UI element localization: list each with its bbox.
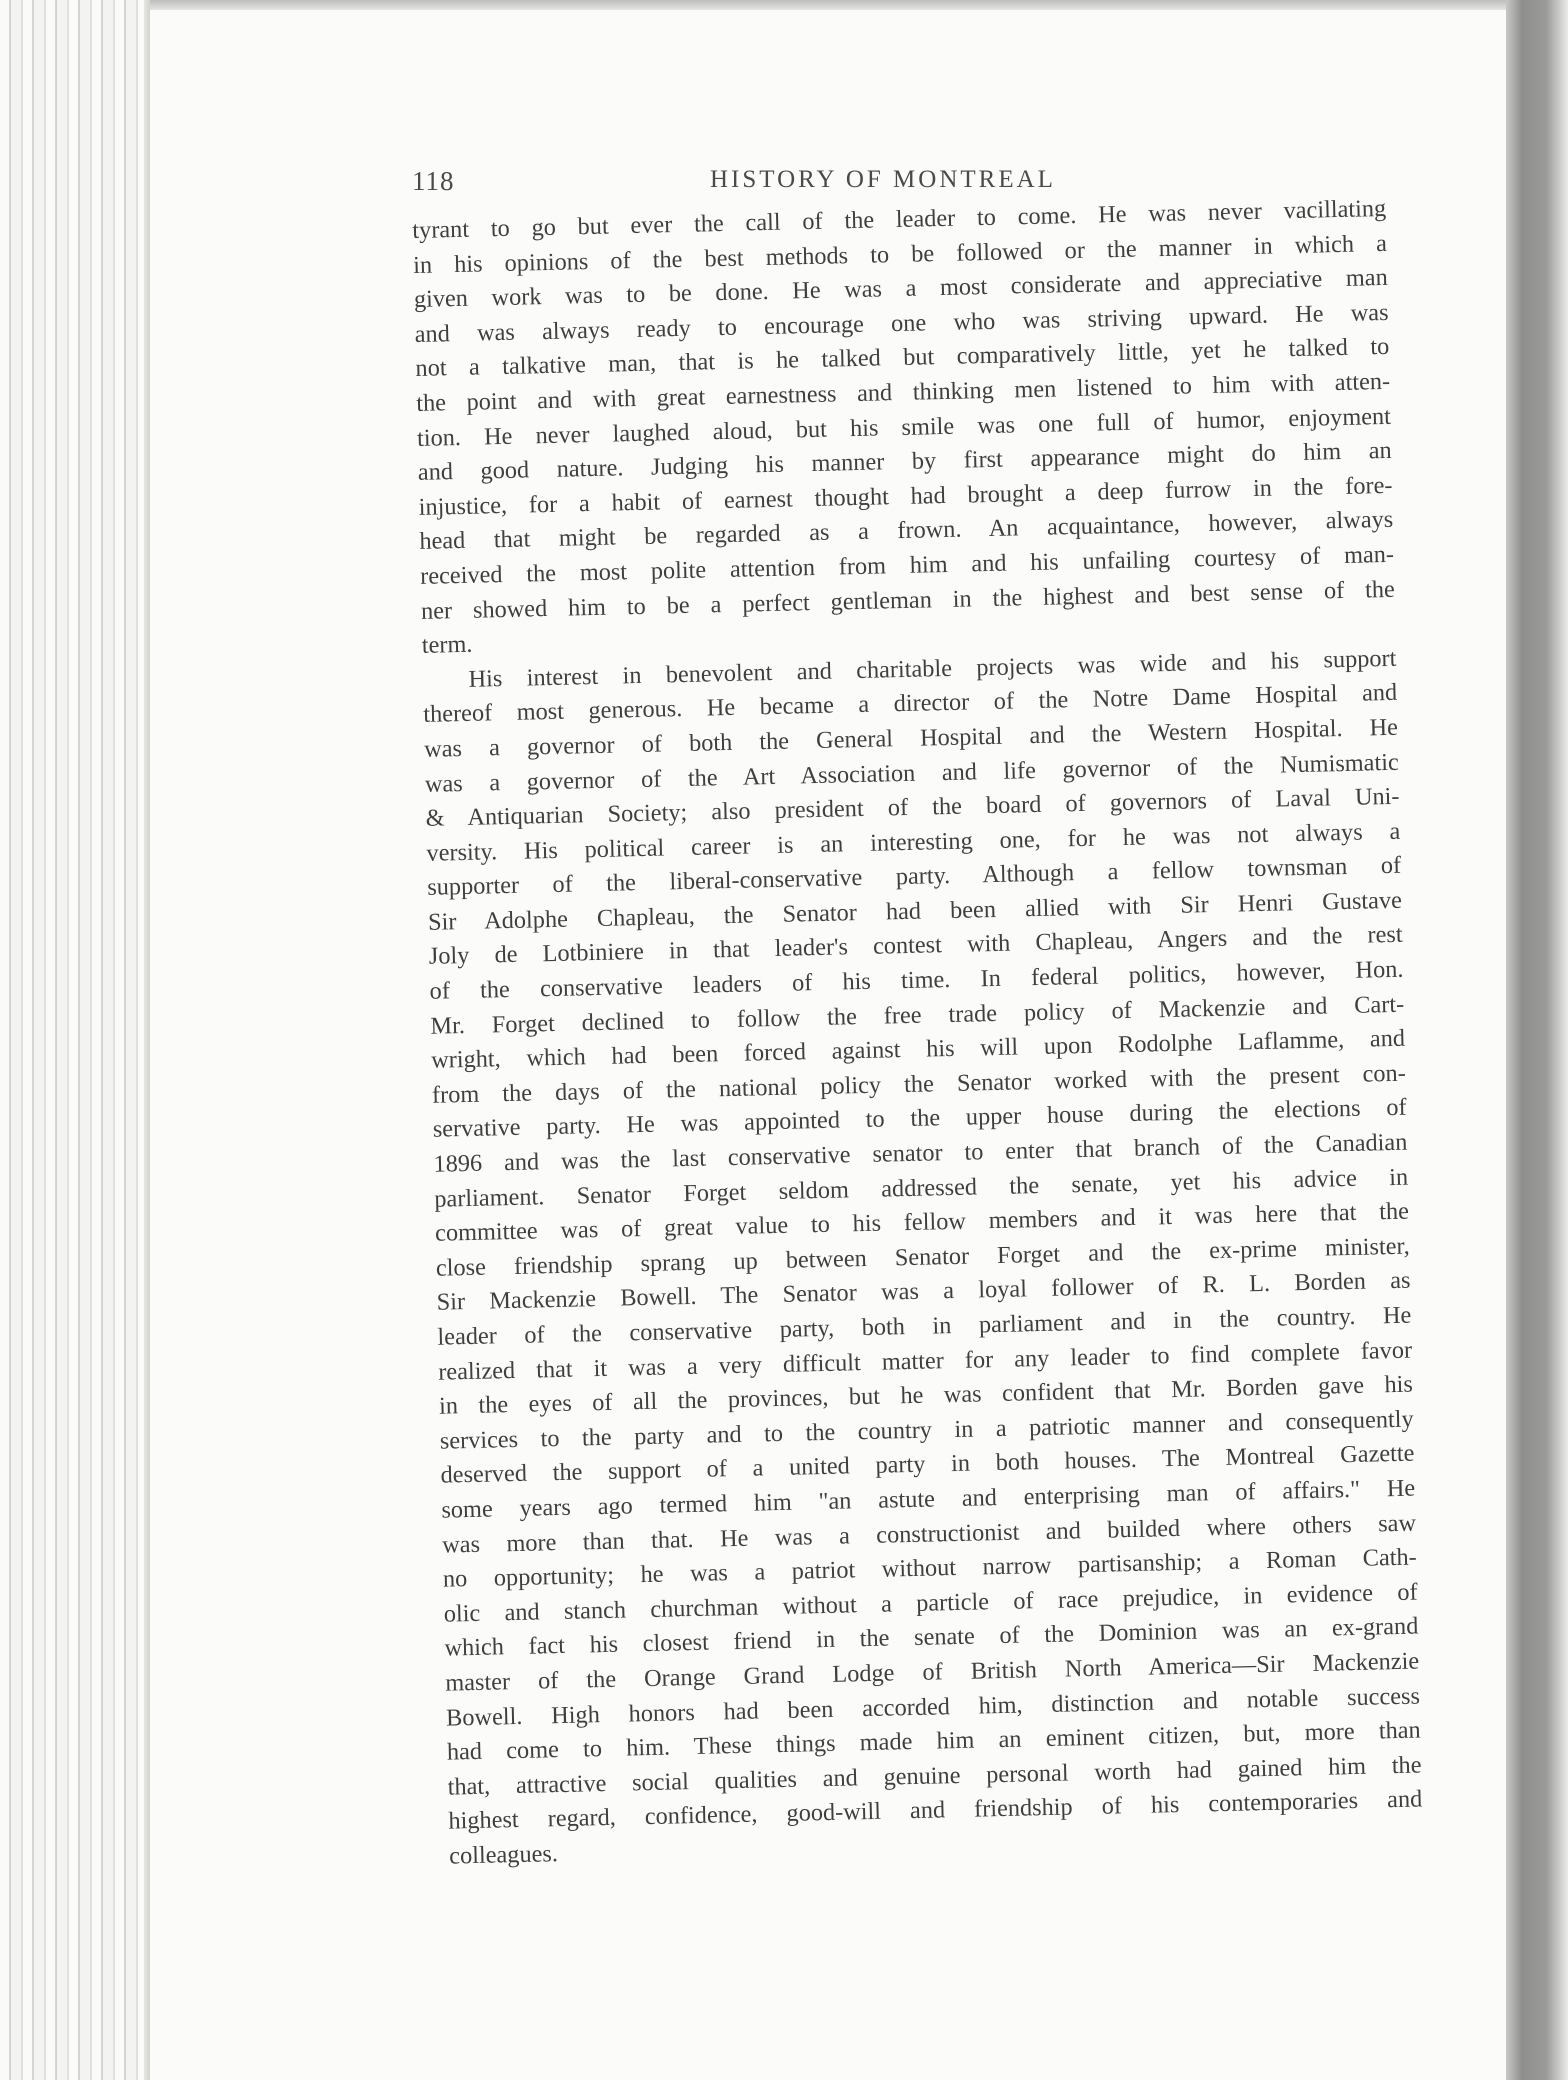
text-line: highest regard, confidence, good-will and friendship of his contemporaries and (448, 1785, 1423, 1835)
text-line: versity. His political career is an interesting one, for he was not always a (426, 817, 1401, 867)
text-line: some years ago termed him "an astute and enterprising man of affairs." He (441, 1474, 1416, 1524)
text-line: Sir Mackenzie Bowell. The Senator was a loyal follower of R. L. Borden as (436, 1267, 1411, 1317)
text-line: His interest in benevolent and charitable projects was wide and his support (468, 644, 1397, 693)
text-line: wright, which had been forced against his will upon Rodolphe Laflamme, and (430, 1024, 1406, 1075)
text-line: realized that it was a very difficult matter for any leader to find complete favor (437, 1336, 1413, 1386)
text-line: parliament. Senator Forget seldom addressed the senate, yet his advice in (434, 1163, 1409, 1213)
text-line: Sir Adolphe Chapleau, the Senator had been allied with Sir Henri Gustave (427, 886, 1403, 936)
text-line: tyrant to go but ever the call of the leader to come. He was never vacillating (412, 194, 1387, 244)
text-line: Joly de Lotbiniere in that leader's contest with Chapleau, Angers and the rest (428, 921, 1403, 971)
text-line: & Antiquarian Society; also president of the board of governors of Laval Uni- (425, 782, 1400, 832)
paragraph (412, 192, 1396, 664)
top-page-edge (0, 0, 1568, 10)
text-line: the point and with great earnestness and thinking men listened to him with atten- (415, 367, 1391, 417)
text-line: head that might be regarded as a frown. An acquaintance, however, always (419, 506, 1394, 556)
page-title: HISTORY OF MONTREAL (710, 166, 1056, 193)
text-line: which fact his closest friend in the senate of the Dominion was an ex-grand (444, 1612, 1419, 1662)
book-binding-edge (1506, 0, 1568, 2080)
body-text (412, 192, 1423, 1874)
text-line: services to the party and to the country in a patriotic manner and consequently (439, 1405, 1414, 1455)
text-line: and good nature. Judging his manner by first appearance might do him an (417, 436, 1392, 487)
text-line: was a governor of both the General Hospital and the Western Hospital. He (423, 713, 1399, 763)
text-line: in the eyes of all the provinces, but he was confident that Mr. Borden gave his (438, 1370, 1414, 1420)
paragraph (422, 642, 1423, 1875)
text-line: received the most polite attention from him and his unfailing courtesy of man- (419, 540, 1395, 590)
text-line: ner showed him to be a perfect gentleman in the highest and best sense of the (420, 575, 1396, 625)
stacked-page-edges (0, 0, 150, 2080)
text-line: in his opinions of the best methods to be followed or the manner in which a (412, 229, 1388, 279)
text-line: was a governor of the Art Association and life governor of the Numismatic (424, 748, 1399, 798)
text-line: 1896 and was the last conservative senator to enter that branch of the Canadian (433, 1128, 1408, 1178)
text-line: that, attractive social qualities and genuine personal worth had gained him the (447, 1751, 1422, 1801)
page-number: 118 (412, 166, 455, 196)
text-line: had come to him. These things made him an eminent citizen, but, more than (446, 1716, 1421, 1766)
text-line: was more than that. He was a constructionist and builded where others saw (441, 1509, 1417, 1559)
text-line: given work was to be done. He was a most considerate and appreciative man (413, 264, 1388, 314)
text-line: supporter of the liberal-conservative party. Although a fellow townsman of (426, 852, 1402, 902)
text-line: no opportunity; he was a patriot without narrow partisanship; a Roman Cath- (442, 1543, 1418, 1593)
text-line: and was always ready to encourage one who was striving upward. He was (414, 298, 1389, 348)
text-line: committee was of great value to his fellow members and it was here that the (434, 1197, 1410, 1247)
text-line: term. (421, 630, 473, 660)
text-line: of the conservative leaders of his time. In federal politics, however, Hon. (429, 955, 1404, 1005)
text-line: olic and stanch churchman without a particle of race prejudice, in evidence of (443, 1578, 1418, 1628)
text-line: deserved the support of a united party in both houses. The Montreal Gazette (440, 1439, 1415, 1490)
text-line: servative party. He was appointed to the upper house during the elections of (432, 1094, 1407, 1144)
text-line: thereof most generous. He became a director of the Notre Dame Hospital and (423, 679, 1398, 729)
text-line: colleagues. (448, 1840, 559, 1870)
text-line: Mr. Forget declined to follow the free trade policy of Mackenzie and Cart- (430, 990, 1405, 1040)
text-line: injustice, for a habit of earnest thought had brought a deep furrow in the fore- (418, 471, 1393, 521)
text-line: close friendship sprang up between Senator Forget and the ex-prime minister, (435, 1232, 1410, 1282)
text-line: Bowell. High honors had been accorded him, distinction and notable success (445, 1682, 1421, 1732)
text-line: tion. He never laughed aloud, but his smile was one full of humor, enjoyment (416, 402, 1392, 452)
text-line: not a talkative man, that is he talked but comparatively little, yet he talked to (415, 333, 1390, 383)
text-line: leader of the conservative party, both in parliament and in the country. He (437, 1301, 1412, 1351)
text-line: master of the Orange Grand Lodge of British North America—Sir Mackenzie (445, 1647, 1420, 1697)
text-line: from the days of the national policy the Senator worked with the present con- (431, 1059, 1407, 1109)
